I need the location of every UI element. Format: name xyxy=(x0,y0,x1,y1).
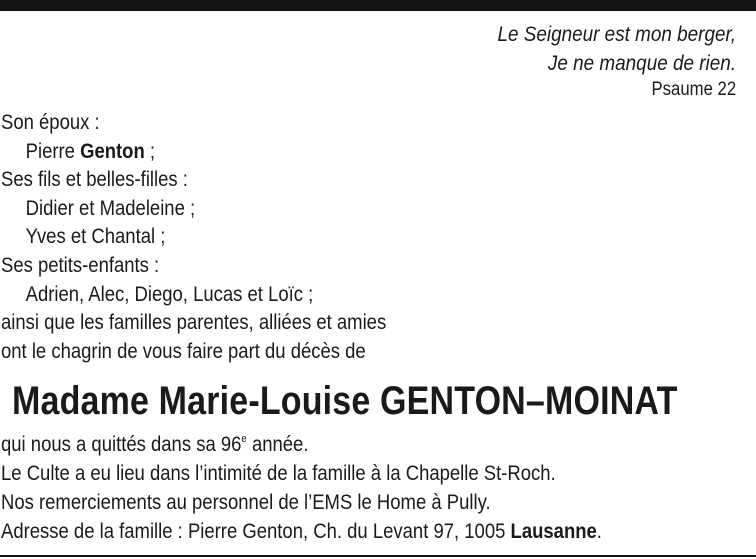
address-line xyxy=(1,517,602,546)
family-list xyxy=(1,109,386,366)
thanks-line: Nos remerciements au personnel de l’EMS le Home à Pully. xyxy=(1,491,491,514)
spouse-name xyxy=(1,138,386,167)
grandchildren-heading: Ses petits-enfants : xyxy=(1,253,160,277)
child-entry: Didier et Madeleine ; xyxy=(25,196,196,220)
closing-text xyxy=(1,430,602,546)
verse-reference: Psaume 22 xyxy=(651,79,736,100)
age-ordinal: e xyxy=(241,433,247,445)
age-line xyxy=(1,430,602,459)
spouse-last-name: Genton xyxy=(80,139,145,163)
relatives-line: ainsi que les familles parentes, alliées et amies xyxy=(1,311,387,335)
address-prefix: Adresse de la famille : Pierre Genton, Ch. du Levant 97, 1005 xyxy=(1,520,511,543)
verse-line-2: Je ne manque de rien. xyxy=(547,52,736,75)
spouse-suffix: ; xyxy=(144,139,156,163)
children-heading: Ses fils et belles-filles : xyxy=(1,168,188,192)
age-suffix: année. xyxy=(246,433,309,456)
bottom-border-rule xyxy=(0,555,756,557)
service-line: Le Culte a eu lieu dans l’intimité de la famille à la Chapelle St-Roch. xyxy=(1,462,556,485)
verse-line-1: Le Seigneur est mon berger, xyxy=(497,23,736,46)
grandchildren-names: Adrien, Alec, Diego, Lucas et Loïc ; xyxy=(25,282,314,306)
child-entry: Yves et Chantal ; xyxy=(25,225,166,249)
address-city: Lausanne xyxy=(510,520,597,543)
deceased-name: Madame Marie-Louise GENTON–MOINAT xyxy=(12,379,678,423)
psalm-verse xyxy=(497,20,736,78)
address-suffix: . xyxy=(596,520,602,543)
announcement-line: ont le chagrin de vous faire part du décès de xyxy=(1,339,366,363)
spouse-heading: Son époux : xyxy=(1,111,100,134)
spouse-first-name: Pierre xyxy=(25,139,81,163)
age-prefix: qui nous a quittés dans sa 96 xyxy=(1,433,242,456)
top-border-rule xyxy=(0,0,756,11)
